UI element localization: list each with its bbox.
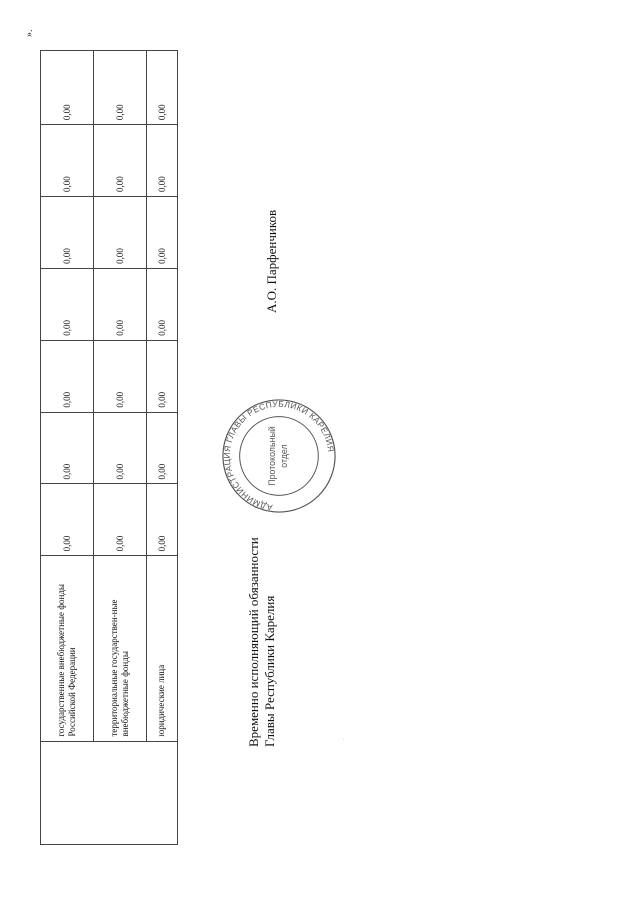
value-cell: 0,00 (41, 484, 94, 556)
row-label: территориальные государствен-ные внебюджетные фонды (93, 556, 146, 741)
value-cell: 0,00 (93, 125, 146, 197)
table-row (93, 51, 146, 845)
signatory-title-line2: Главы Республики Карелия (262, 595, 277, 747)
row-label: государственные внебюджетные фонды Российской Федерации (41, 556, 94, 741)
seal-center-line2: отдел (278, 444, 289, 468)
stray-mark: . (340, 738, 346, 740)
value-cell: 0,00 (146, 51, 177, 125)
value-cell: 0,00 (41, 125, 94, 197)
signatory-title (246, 537, 278, 747)
value-cell: 0,00 (41, 51, 94, 125)
budget-table (40, 50, 178, 845)
value-cell: 0,00 (146, 484, 177, 556)
table-row (41, 51, 94, 845)
value-cell: 0,00 (93, 340, 146, 412)
value-cell: 0,00 (93, 268, 146, 340)
value-cell: 0,00 (93, 412, 146, 484)
value-cell: 0,00 (93, 484, 146, 556)
signatory-name: А.О. Парфенчиков (264, 209, 279, 313)
value-cell: 0,00 (93, 197, 146, 269)
value-cell: 0,00 (41, 197, 94, 269)
table-row (146, 51, 177, 845)
signatory-title-line1: Временно исполняющий обязанности (246, 537, 261, 747)
value-cell: 0,00 (146, 197, 177, 269)
value-cell: 0,00 (41, 412, 94, 484)
value-cell: 0,00 (93, 51, 146, 125)
value-cell: 0,00 (146, 340, 177, 412)
value-cell: 0,00 (146, 125, 177, 197)
merged-blank-cell (41, 741, 178, 844)
seal-ring-text: АДМИНИСТРАЦИЯ ГЛАВЫ РЕСПУБЛИКИ КАРЕЛИЯ (221, 398, 337, 513)
seal-center-line1: Протокольный (267, 426, 278, 486)
closing-quote: ». (24, 29, 35, 37)
official-seal-stamp (220, 397, 338, 515)
value-cell: 0,00 (41, 340, 94, 412)
row-label: юридические лица (146, 556, 177, 741)
value-cell: 0,00 (41, 268, 94, 340)
value-cell: 0,00 (146, 412, 177, 484)
value-cell: 0,00 (146, 268, 177, 340)
